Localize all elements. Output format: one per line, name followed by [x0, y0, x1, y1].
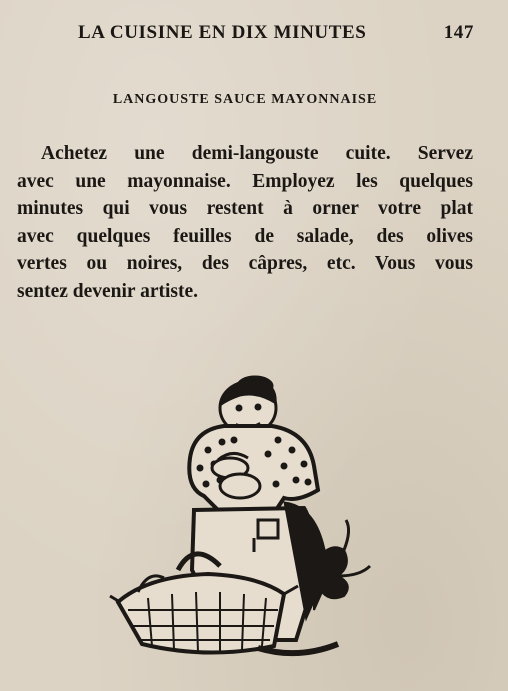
recipe-title: LANGOUSTE SAUCE MAYONNAISE	[112, 92, 378, 107]
text-line: minutes qui vous restent à orner votre plat	[17, 198, 473, 219]
text-line: avec quelques feuilles de salade, des olives	[17, 225, 473, 247]
page-number: 147	[443, 22, 474, 43]
text-line: sentez devenir artiste.	[17, 280, 199, 302]
text-line: Achetez une demi-langouste cuite. Servez	[41, 143, 473, 164]
text-line: avec une mayonnaise. Employez les quelques	[17, 170, 473, 192]
recipe-text	[17, 140, 473, 305]
running-head	[78, 22, 474, 44]
text-line: vertes ou noires, des câpres, etc. Vous vous	[17, 253, 473, 274]
woodcut-cook-with-lobster-basket-icon	[108, 370, 388, 670]
running-title: LA CUISINE EN DIX MINUTES	[78, 22, 367, 43]
